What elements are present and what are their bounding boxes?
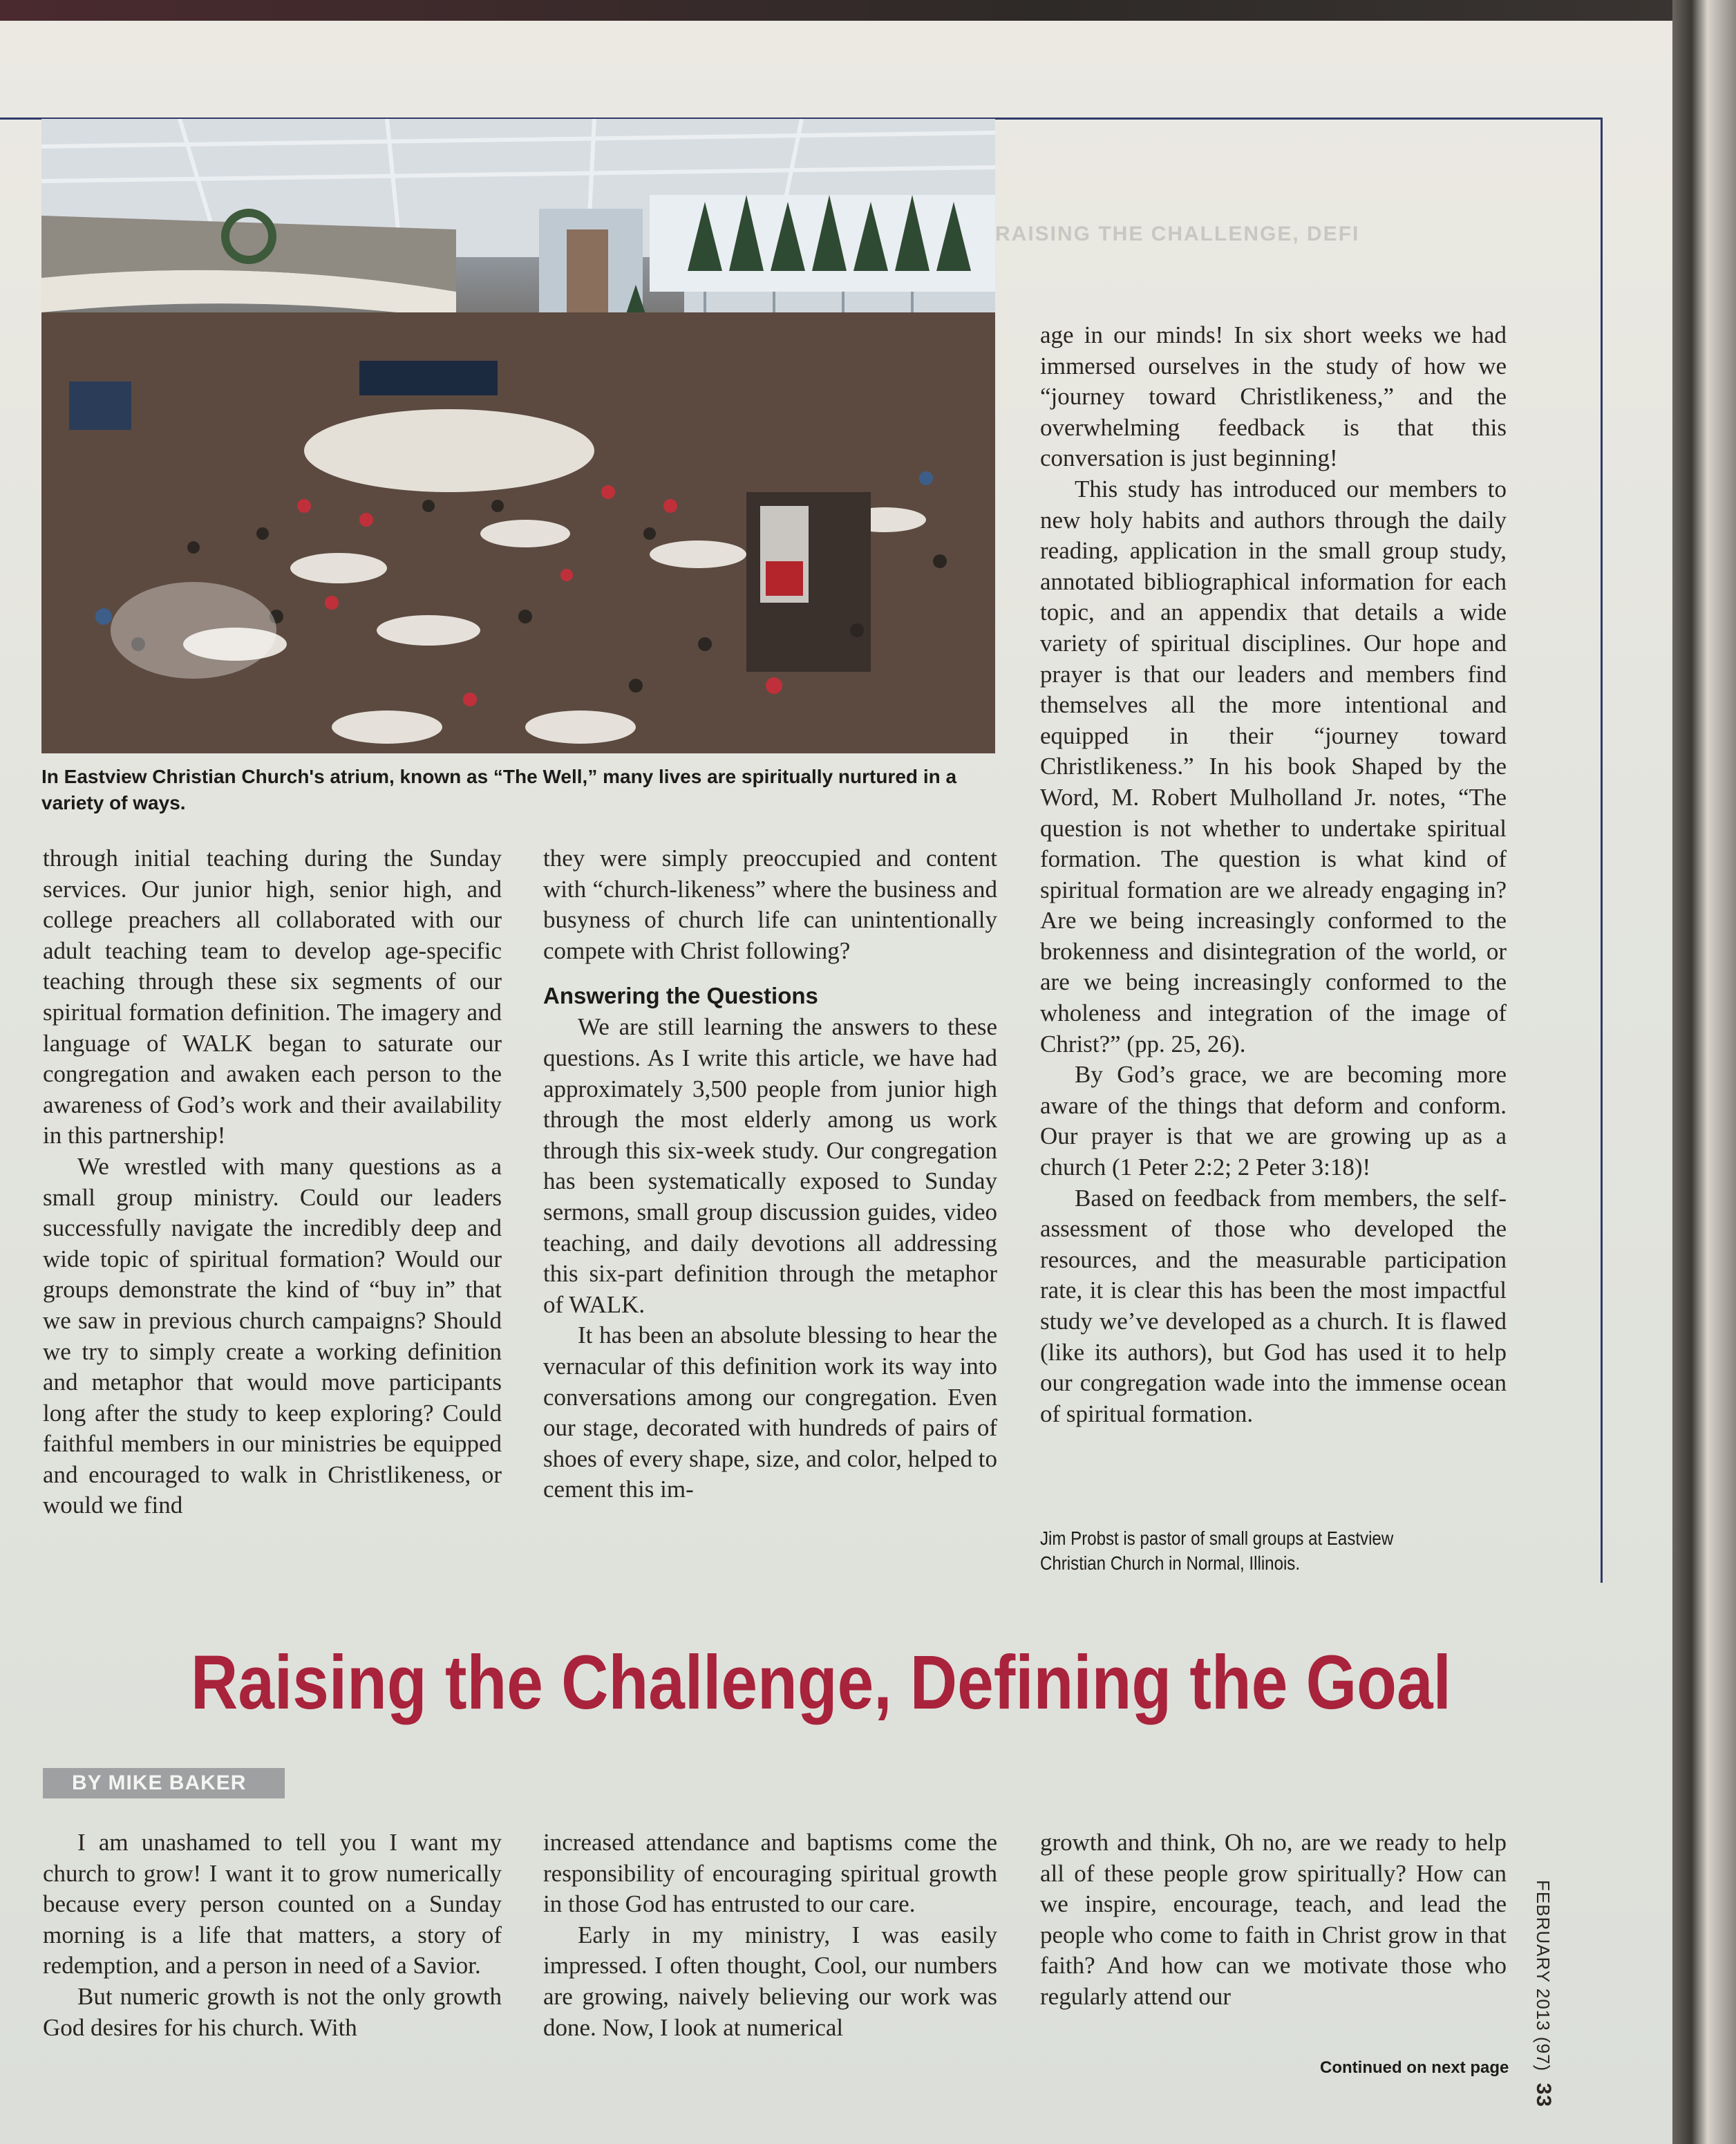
article2-column-1 (43, 1827, 502, 2043)
paragraph: increased attendance and baptisms come the responsibility of encouraging spiritual growth in those God has entrusted to our care. (543, 1829, 997, 1918)
paragraph: By God’s grace, we are becoming more aware of the things that deform and conform. Our prayer is that we are growing up as a church (1 Peter 2:2; 2 Peter 3:18)! (1040, 1061, 1507, 1181)
article2-headline: Raising the Challenge, Defining the Goal (191, 1640, 1451, 1725)
paragraph: But numeric growth is not the only growth God desires for his church. With (43, 1982, 502, 2041)
atrium-photo (41, 119, 995, 753)
paragraph: I am unashamed to tell you I want my church to grow! I want it to grow numerically because every person counted on a Sunday morning is a life that matters, a story of redemption, and a person in need of a Savior. (43, 1829, 502, 1980)
article1-column-3 (1040, 320, 1507, 1429)
paragraph: It has been an absolute blessing to hear the vernacular of this definition work its way into conversations among our congregation. Even our stage, decorated with hundreds of pairs of shoes of every shape, size, and color, helped to cement this im- (543, 1322, 997, 1503)
page-number: 33 (1532, 2082, 1555, 2107)
paragraph: Early in my ministry, I was easily impressed. I often thought, Cool, our numbers are growing, naively believing our work was done. Now, I look at numerical (543, 1921, 997, 2041)
paragraph: age in our minds! In six short weeks we had immersed ourselves in the study of how we “journey toward Christlikeness,” and the overwhelming feedback is that this conversation is just beginning! (1040, 321, 1507, 472)
top-dark-band (0, 0, 1736, 21)
bleed-through-text: RAISING THE CHALLENGE, DEFI (995, 223, 1360, 245)
article2-column-2 (543, 1827, 997, 2043)
continued-note: Continued on next page (1320, 2058, 1509, 2077)
folio-date: FEBRUARY 2013 (97) (1533, 1880, 1554, 2072)
paragraph: they were simply preoccupied and content with “church-likeness” where the business and busyness of church life can unintentionally compete with Christ following? (543, 845, 997, 964)
paragraph: This study has introduced our members to new holy habits and authors through the daily reading, application in the small group study, annotated bibliographical information for each topic, and an appendix that details a wide variety of spiritual disciplines. Our hope and prayer is that our leaders and members find themselves all the more intentional and equipped in their “journey toward Christlikeness.” In his book Shaped by the Word, M. Robert Mulholland Jr. notes, “The question is not whether to undertake spiritual formation. The question is what kind of spiritual formation are we already engaging in? Are we being increasingly conformed to the brokenness and disintegration of the world, or are we being increasingly conformed to the wholeness and integration of the image of Christ?” (pp. 25, 26). (1040, 475, 1507, 1057)
photo-caption: In Eastview Christian Church's atrium, known as “The Well,” many lives are spiritually nurtured in a variety of ways. (41, 766, 957, 814)
article1-column-1 (43, 843, 502, 1521)
byline: BY MIKE BAKER (43, 1768, 285, 1798)
paragraph: We wrestled with many questions as a small group ministry. Could our leaders successfully navigate the incredibly deep and wide topic of spiritual formation? Would our groups demonstrate the kind of “buy in” that we saw in previous church campaigns? Should we try to simply create a working definition and metaphor that would move participants long after the study to keep exploring? Could faithful members in our ministries be equipped and encouraged to walk in Christlikeness, or would we find (43, 1152, 502, 1519)
paragraph: growth and think, Oh no, are we ready to help all of these people grow spiritually? How can we inspire, encourage, teach, and lead the people who come to faith in Christ grow in that faith? And how can we motivate those who regularly attend our (1040, 1829, 1507, 2010)
paragraph: through initial teaching during the Sunday services. Our junior high, senior high, and college preachers all collaborated with our adult teaching team to develop age-specific teaching through these six segments of our spiritual formation definition. The imagery and language of WALK began to saturate our congregation and awaken each person to the awareness of God’s work and their availability in this partnership! (43, 845, 502, 1149)
author-bio: Jim Probst is pastor of small groups at Eastview Christian Church in Normal, Illinois. (1040, 1527, 1394, 1574)
section-heading: Answering the Questions (543, 983, 818, 1009)
paragraph: Based on feedback from members, the self-assessment of those who developed the resources, and the measurable participation rate, it is clear this has been the most impactful study we’ve developed as a church. It is flawed (like its authors), but God has used it to help our congregation wade into the immense ocean of spiritual formation. (1040, 1184, 1507, 1427)
paragraph: We are still learning the answers to these questions. As I write this article, we have had approximately 3,500 people from junior high through the most elderly among us work through this six-week study. Our congregation has been systematically exposed to Sunday sermons, small group discussion guides, video teaching, and daily devotions all addressing this six-part definition through the metaphor of WALK. (543, 1013, 997, 1318)
folio (1527, 1880, 1555, 2129)
article2-column-3 (1040, 1827, 1507, 2013)
page-edge (1672, 0, 1736, 2144)
article1-column-2 (543, 843, 997, 1505)
frame-rule-right (1601, 117, 1603, 1583)
